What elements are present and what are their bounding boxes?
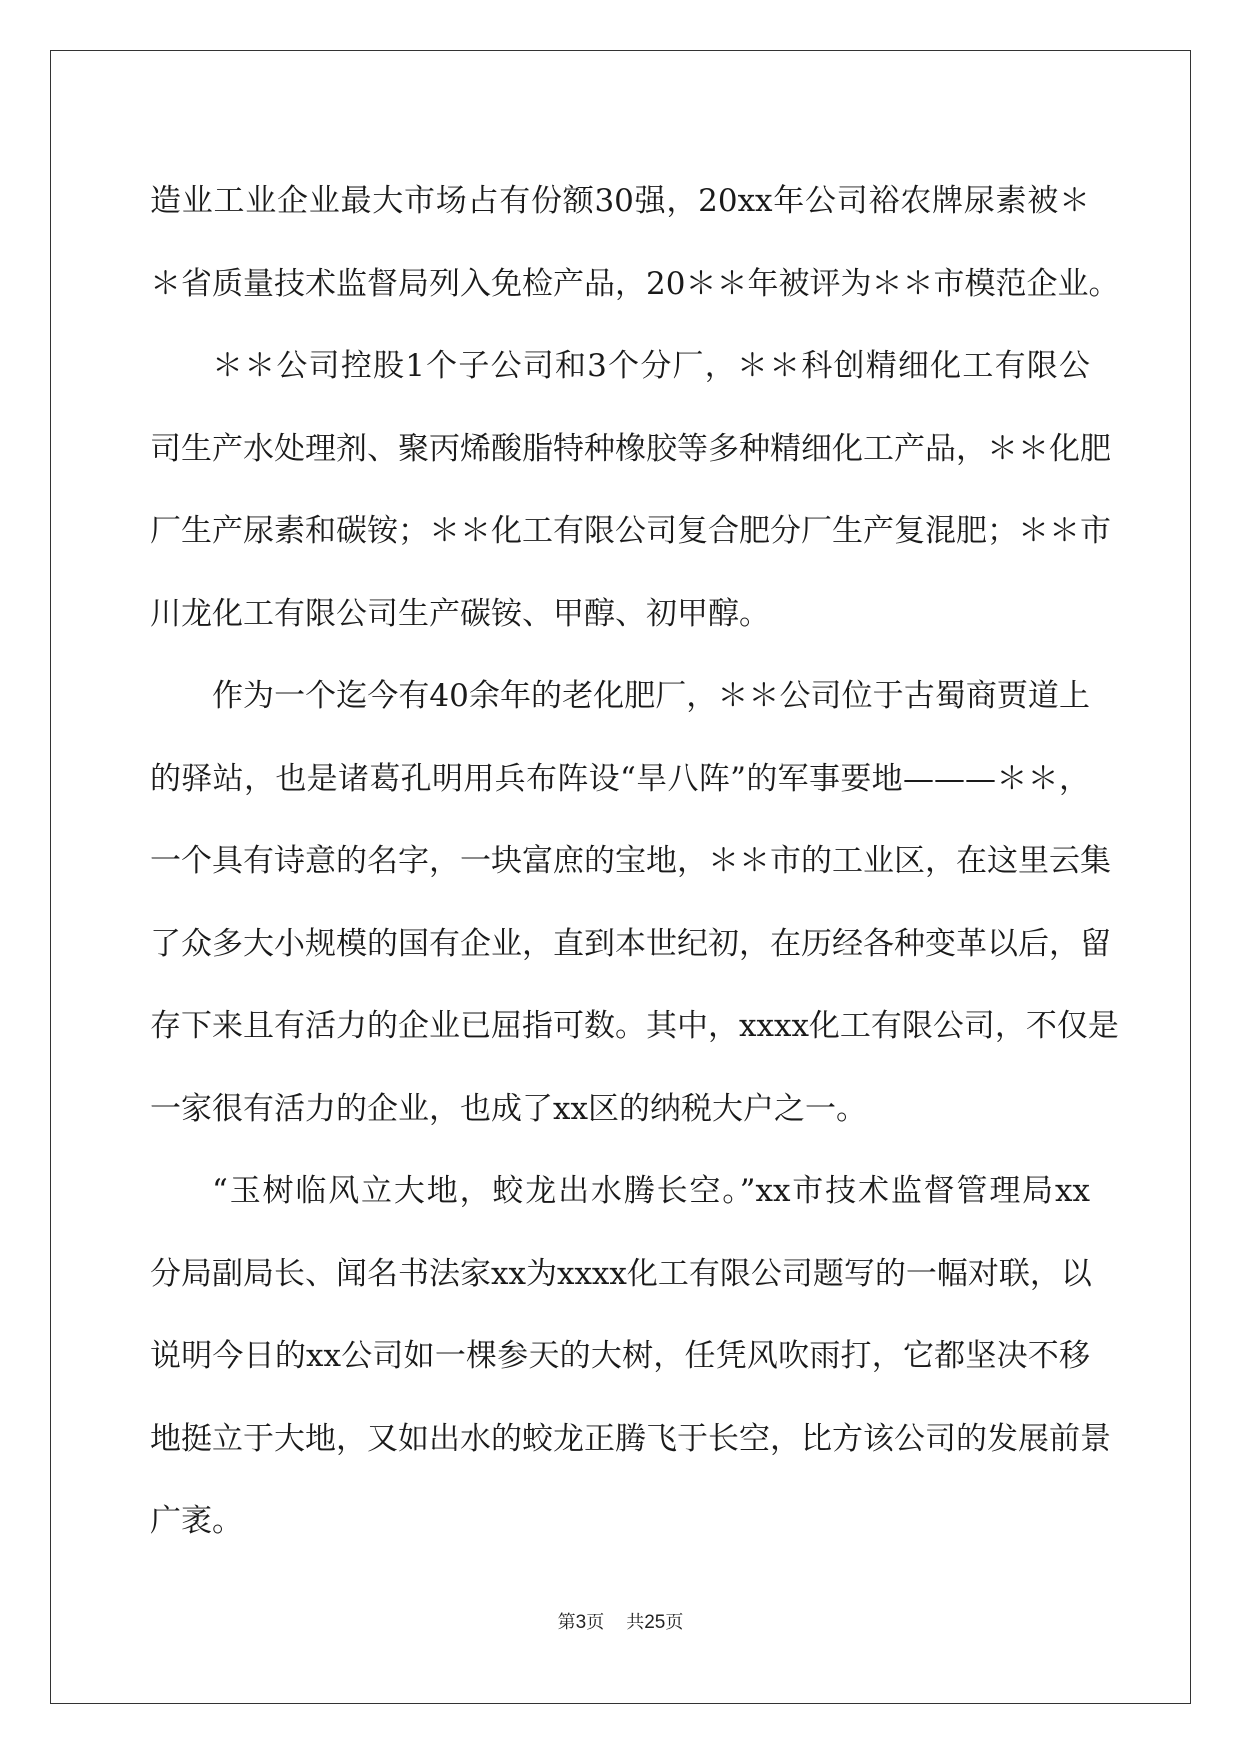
total-pages: 25 [644,1612,666,1633]
text-line: 厂生产尿素和碳铵；＊＊化工有限公司复合肥分厂生产复混肥；＊＊市 [150,513,1111,549]
total-suffix: 页 [665,1612,684,1633]
text-line: 作为一个迄今有40余年的老化肥厂，＊＊公司位于古蜀商贾道上 [212,678,1090,714]
text-line: 司生产水处理剂、聚丙烯酸脂特种橡胶等多种精细化工产品，＊＊化肥 [150,430,1111,467]
page-footer [0,1608,1241,1634]
text-line: ＊＊公司控股1个子公司和3个分厂，＊＊科创精细化工有限公 [212,348,1090,384]
text-line: 说明今日的xx公司如一棵参天的大树，任凭风吹雨打，它都坚决不移 [150,1338,1090,1374]
text-line: 川龙化工有限公司生产碳铵、甲醇、初甲醇。 [150,595,770,632]
text-line: 分局副局长、闻名书法家xx为xxxx化工有限公司题写的一幅对联，以 [150,1255,1092,1292]
text-line: 造业工业企业最大市场占有份额30强，20xx年公司裕农牌尿素被＊ [150,183,1090,219]
text-line: “玉树临风立大地，蛟龙出水腾长空。”xx市技术监督管理局xx [212,1173,1090,1209]
page-number: 3 [575,1612,587,1633]
text-line: ＊省质量技术监督局列入免检产品，20＊＊年被评为＊＊市模范企业。 [150,265,1120,302]
page-prefix: 第 [557,1612,576,1633]
total-prefix: 共 [626,1612,645,1633]
text-line: 一家很有活力的企业，也成了xx区的纳税大户之一。 [150,1090,867,1127]
text-line: 一个具有诗意的名字，一块富庶的宝地，＊＊市的工业区，在这里云集 [150,843,1111,879]
page-suffix: 页 [586,1612,605,1633]
text-line: 的驿站，也是诸葛孔明用兵布阵设“旱八阵”的军事要地———＊＊， [150,760,1090,797]
text-line: 广袤。 [150,1503,243,1539]
text-line: 了众多大小规模的国有企业，直到本世纪初，在历经各种变革以后，留 [150,925,1111,962]
document-body [150,160,1120,1563]
text-line: 存下来且有活力的企业已屈指可数。其中，xxxx化工有限公司，不仅是 [150,1008,1119,1044]
text-line: 地挺立于大地，又如出水的蛟龙正腾飞于长空，比方该公司的发展前景 [150,1420,1111,1457]
